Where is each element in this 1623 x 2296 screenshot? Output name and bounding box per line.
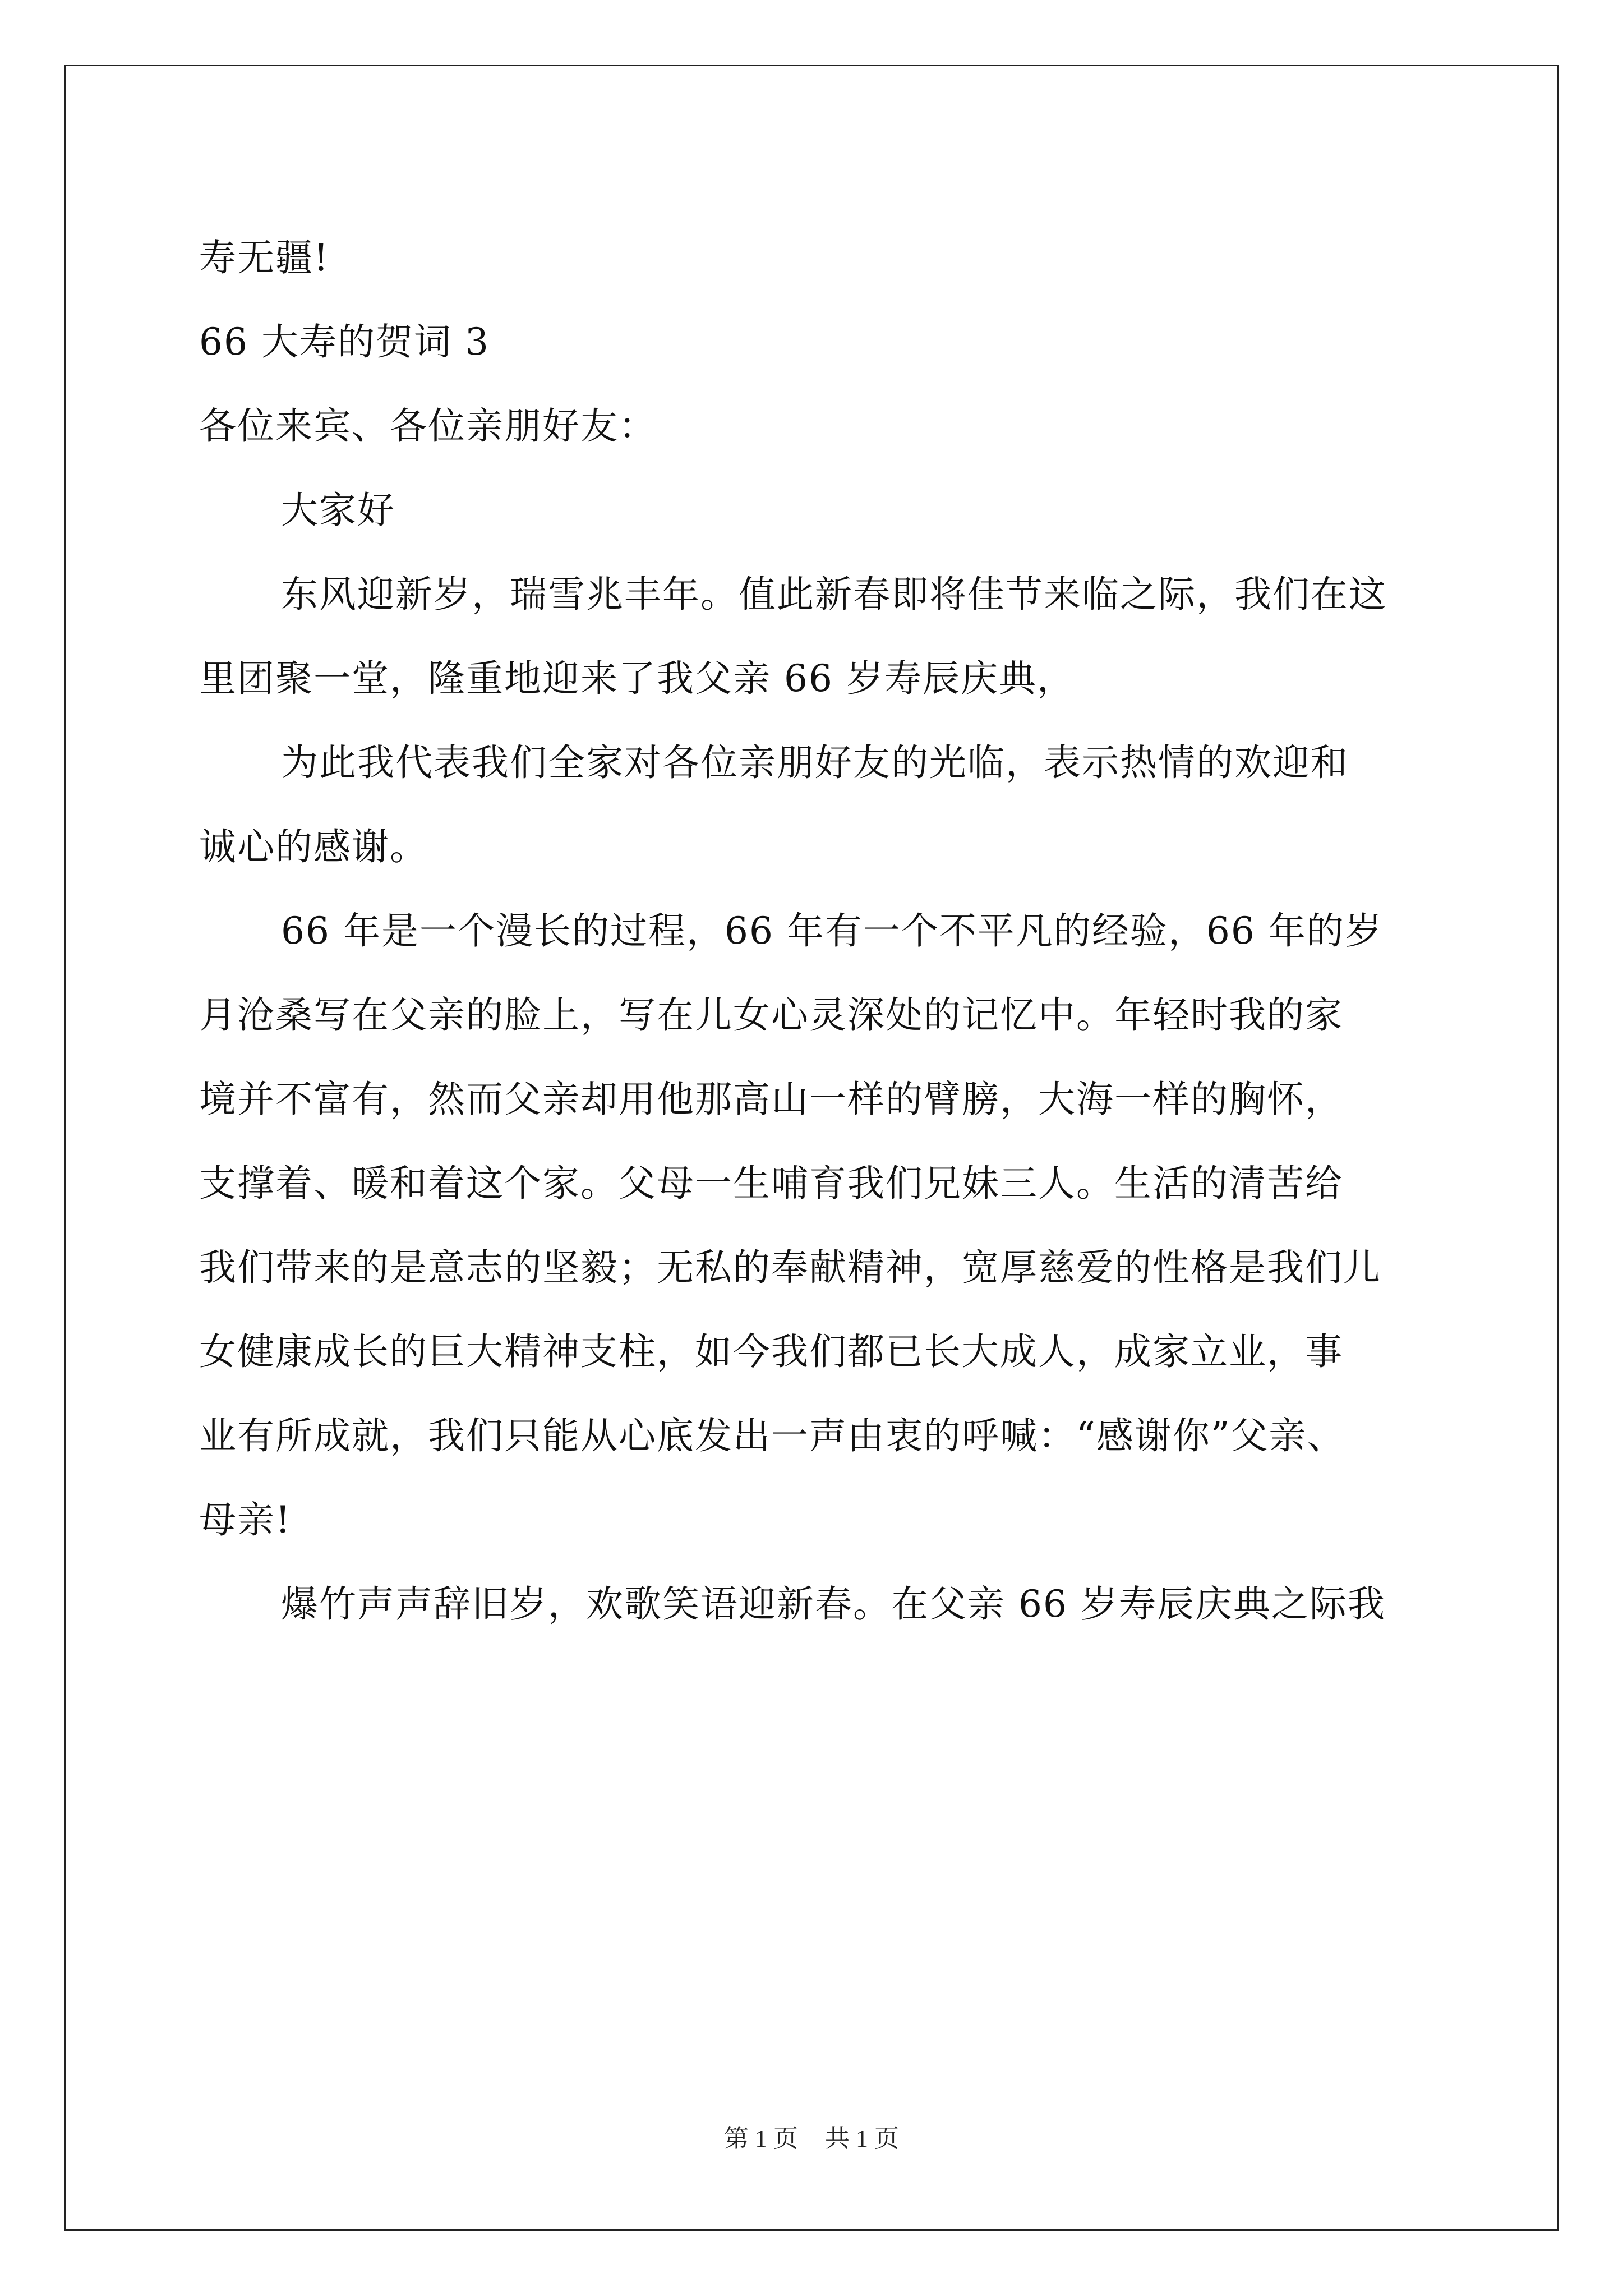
- text-line: 境并不富有，然而父亲却用他那高山一样的臂膀，大海一样的胸怀，: [199, 1078, 1343, 1121]
- text-line: 母亲!: [199, 1498, 292, 1542]
- text-line: 东风迎新岁，瑞雪兆丰年。值此新春即将佳节来临之际，我们在这: [281, 573, 1387, 616]
- text-line: 寿无疆!: [199, 236, 330, 279]
- page-footer: [0, 2118, 1623, 2154]
- text-line: 女健康成长的巨大精神支柱，如今我们都已长大成人，成家立业，事: [199, 1330, 1343, 1373]
- page-number: 第 1 页: [724, 2125, 798, 2152]
- text-line: 66 年是一个漫长的过程，66 年有一个不平凡的经验，66 年的岁: [281, 909, 1383, 953]
- text-line: 爆竹声声辞旧岁，欢歌笑语迎新春。在父亲 66 岁寿辰庆典之际我: [281, 1582, 1386, 1626]
- page-total: 共 1 页: [825, 2125, 899, 2152]
- greeting: 大家好: [281, 489, 395, 532]
- text-line: 支撑着、暖和着这个家。父母一生哺育我们兄妹三人。生活的清苦给: [199, 1162, 1343, 1205]
- section-heading: 66 大寿的贺词 3: [199, 320, 490, 364]
- text-line: 里团聚一堂，隆重地迎来了我父亲 66 岁寿辰庆典，: [199, 657, 1075, 700]
- text-line: 业有所成就，我们只能从心底发出一声由衷的呼喊：“感谢你”父亲、: [199, 1414, 1345, 1457]
- document-body: [199, 216, 1472, 1646]
- text-line: 为此我代表我们全家对各位亲朋好友的光临，表示热情的欢迎和: [281, 741, 1349, 784]
- salutation: 各位来宾、各位亲朋好友：: [199, 404, 657, 448]
- text-line: 诚心的感谢。: [199, 825, 428, 868]
- text-line: 我们带来的是意志的坚毅；无私的奉献精神，宽厚慈爱的性格是我们儿: [199, 1246, 1381, 1289]
- text-line: 月沧桑写在父亲的脸上，写在儿女心灵深处的记忆中。年轻时我的家: [199, 993, 1343, 1037]
